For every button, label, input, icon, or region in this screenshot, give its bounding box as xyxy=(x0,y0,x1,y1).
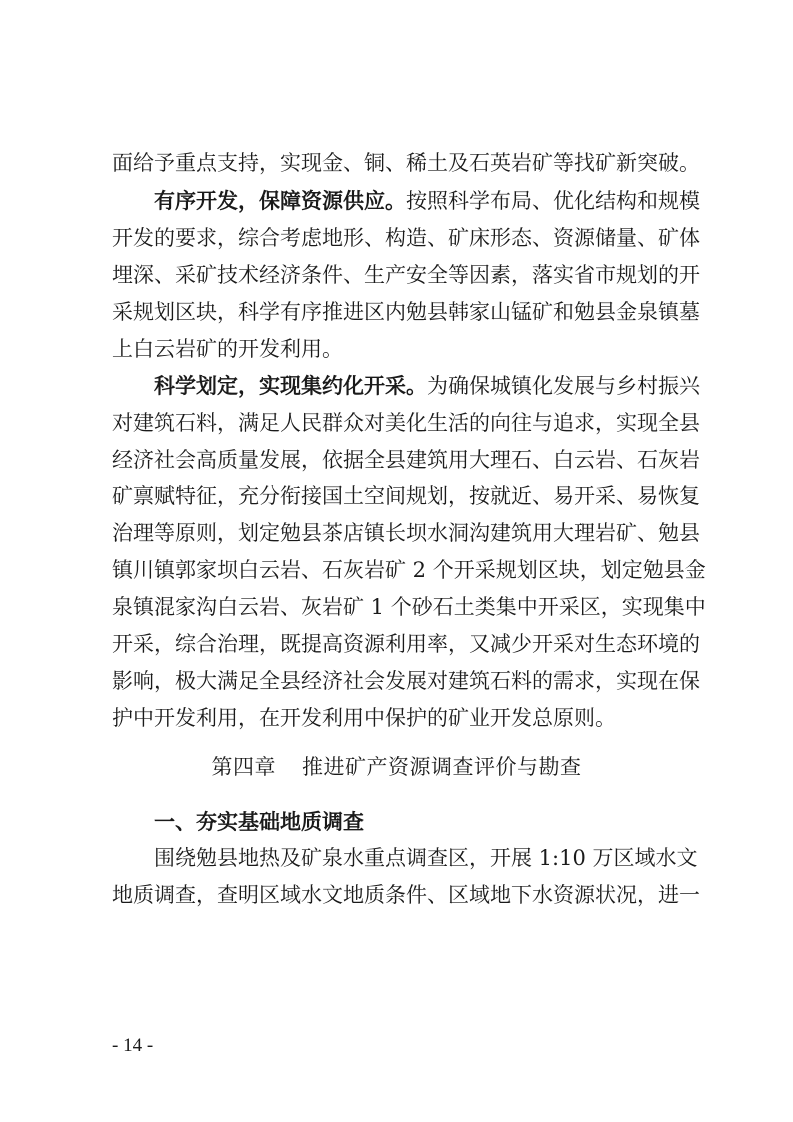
chapter-heading xyxy=(0,747,793,787)
body-text-line xyxy=(112,626,700,662)
text-run: 围绕勉县地热及矿泉水重点调查区，开展 1:10 万区域水文 xyxy=(154,846,698,870)
body-text-line xyxy=(112,405,700,441)
text-run: 泉镇混家沟白云岩、灰岩矿 1 个砂石土类集中开采区，实现集中 xyxy=(112,595,706,619)
text-run: 采规划区块，科学有序推进区内勉县韩家山锰矿和勉县金泉镇墓 xyxy=(112,300,700,324)
text-run: 开采，综合治理，既提高资源利用率，又减少开采对生态环境的 xyxy=(112,632,700,656)
text-run: 开发的要求，综合考虑地形、构造、矿床形态、资源储量、矿体 xyxy=(112,226,700,250)
text-run: 为确保城镇化发展与乡村振兴 xyxy=(427,374,700,398)
body-text-line xyxy=(112,589,706,625)
body-text-line xyxy=(112,331,692,367)
body-text-line xyxy=(112,663,700,699)
body-text-line xyxy=(112,220,700,256)
text-run: 矿禀赋特征，充分衔接国土空间规划，按就近、易开采、易恢复 xyxy=(112,484,700,508)
body-text-line xyxy=(154,840,698,876)
paragraph-heading: 有序开发，保障资源供应。 xyxy=(154,189,406,213)
body-text-line xyxy=(112,552,706,588)
text-run: 对建筑石料，满足人民群众对美化生活的向往与追求，实现全县 xyxy=(112,411,700,435)
body-text-line xyxy=(112,877,700,913)
paragraph-heading: 科学划定，实现集约化开采。 xyxy=(154,374,427,398)
text-run: 面给予重点支持，实现金、铜、稀土及石英岩矿等找矿新突破。 xyxy=(112,151,700,175)
text-run: 上白云岩矿的开发利用。 xyxy=(112,337,343,361)
body-text-line xyxy=(112,294,700,330)
body-text-line xyxy=(112,257,700,293)
text-run: 影响，极大满足全县经济社会发展对建筑石料的需求，实现在保 xyxy=(112,669,700,693)
body-text-line xyxy=(154,183,700,219)
text-run: 镇川镇郭家坝白云岩、石灰岩矿 2 个开采规划区块，划定勉县金 xyxy=(112,558,706,582)
body-text-line xyxy=(112,515,700,551)
page-number: - 14 - xyxy=(112,1035,154,1056)
text-run: 按照科学布局、优化结构和规模 xyxy=(406,189,700,213)
text-run: 地质调查，查明区域水文地质条件、区域地下水资源状况，进一 xyxy=(112,883,700,907)
body-text-line xyxy=(112,478,700,514)
chapter-title: 推进矿产资源调查评价与勘查 xyxy=(302,755,582,779)
chapter-number: 第四章 xyxy=(211,755,276,779)
text-run: 护中开发利用，在开发利用中保护的矿业开发总原则。 xyxy=(112,706,616,730)
body-text-line xyxy=(112,145,700,181)
body-text-line xyxy=(154,368,700,404)
body-text-line xyxy=(112,442,700,478)
text-run: 经济社会高质量发展，依据全县建筑用大理石、白云岩、石灰岩 xyxy=(112,448,700,472)
section-heading: 一、夯实基础地质调查 xyxy=(154,810,364,834)
text-run: 治理等原则，划定勉县茶店镇长坝水洞沟建筑用大理岩矿、勉县 xyxy=(112,521,700,545)
text-run: 埋深、采矿技术经济条件、生产安全等因素，落实省市规划的开 xyxy=(112,263,700,287)
body-text-line xyxy=(112,700,692,736)
